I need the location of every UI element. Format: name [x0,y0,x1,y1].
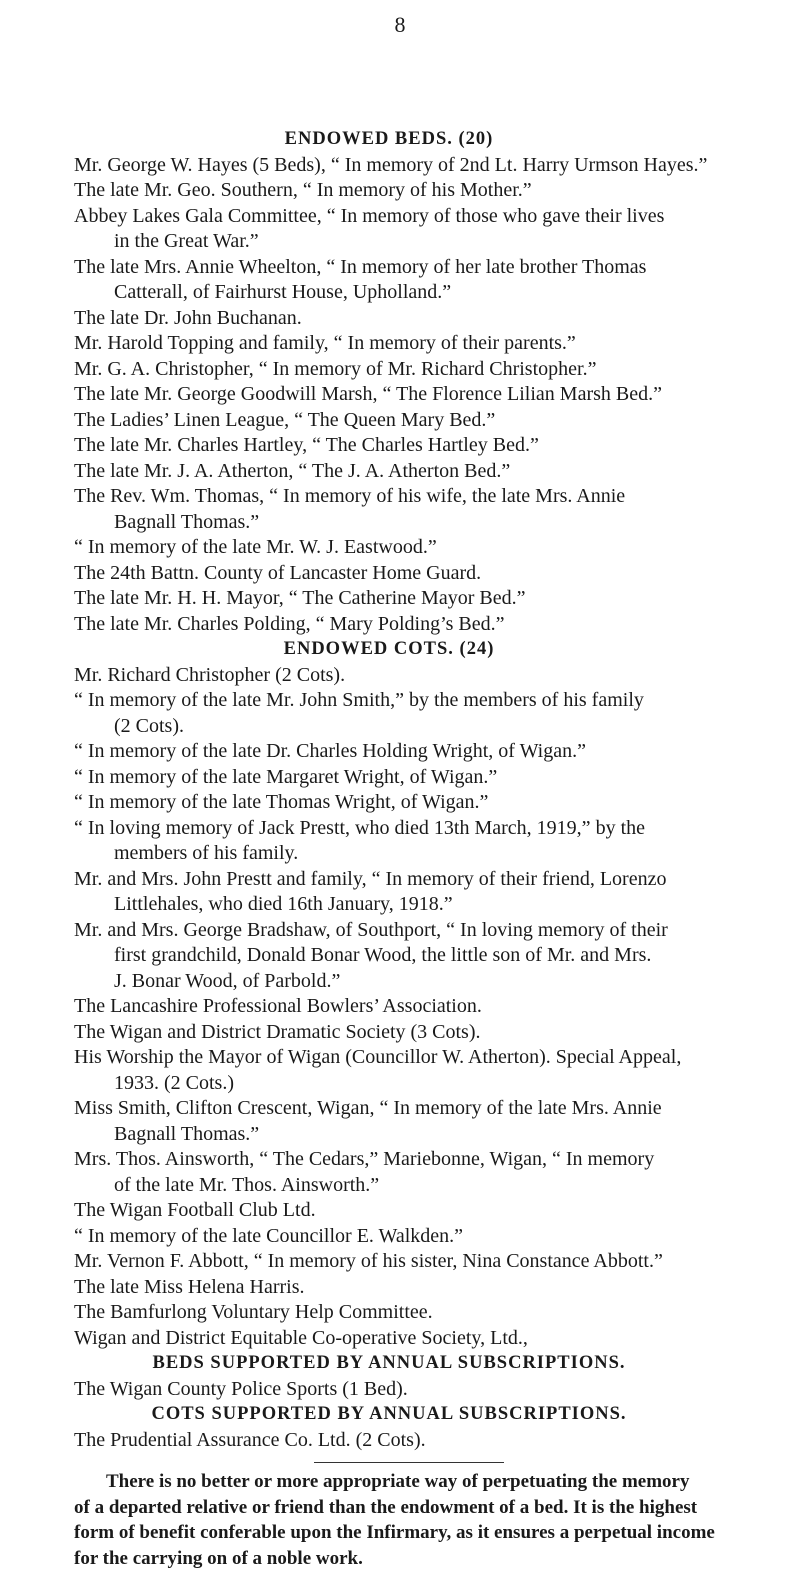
entry-line: The late Mrs. Annie Wheelton, “ In memory of her late brother Thomas [74,255,734,281]
entry-line: 1933. (2 Cots.) [74,1071,734,1097]
section-heading: COTS SUPPORTED BY ANNUAL SUBSCRIPTIONS. [44,1402,734,1428]
entry-line: Bagnall Thomas.” [74,1122,734,1148]
entry-line: Wigan and District Equitable Co-operative Society, Ltd., [74,1326,734,1352]
entry-line: The late Mr. George Goodwill Marsh, “ The Florence Lilian Marsh Bed.” [74,382,734,408]
entry-line: (2 Cots). [74,714,734,740]
entry-line: The late Mr. H. H. Mayor, “ The Catherine Mayor Bed.” [74,586,734,612]
appeal-note-line: There is no better or more appropriate way of perpetuating the memory [74,1469,734,1495]
entry-line: The late Miss Helena Harris. [74,1275,734,1301]
entry-line: “ In memory of the late Mr. W. J. Eastwood.” [74,535,734,561]
entry-line: of the late Mr. Thos. Ainsworth.” [74,1173,734,1199]
page-number: 8 [0,12,800,38]
entry-line: The late Mr. J. A. Atherton, “ The J. A. Atherton Bed.” [74,459,734,485]
entry-line: The Rev. Wm. Thomas, “ In memory of his wife, the late Mrs. Annie [74,484,734,510]
entry-line: “ In memory of the late Councillor E. Walkden.” [74,1224,734,1250]
entry-line: Mr. and Mrs. John Prestt and family, “ In memory of their friend, Lorenzo [74,867,734,893]
entry-line: Catterall, of Fairhurst House, Upholland.” [74,280,734,306]
entry-line: The Bamfurlong Voluntary Help Committee. [74,1300,734,1326]
appeal-note [74,1469,734,1571]
entry-line: The Lancashire Professional Bowlers’ Association. [74,994,734,1020]
entry-line: J. Bonar Wood, of Parbold.” [74,969,734,995]
entry-line: The late Mr. Charles Hartley, “ The Charles Hartley Bed.” [74,433,734,459]
entry-line: The 24th Battn. County of Lancaster Home Guard. [74,561,734,587]
divider-rule [314,1462,504,1463]
entry-line: Mr. and Mrs. George Bradshaw, of Southport, “ In loving memory of their [74,918,734,944]
entry-line: Mrs. Thos. Ainsworth, “ The Cedars,” Mariebonne, Wigan, “ In memory [74,1147,734,1173]
page-content [74,127,734,1571]
entry-line: Littlehales, who died 16th January, 1918.” [74,892,734,918]
entry-line: members of his family. [74,841,734,867]
entry-line: The Wigan and District Dramatic Society (3 Cots). [74,1020,734,1046]
entry-line: Abbey Lakes Gala Committee, “ In memory of those who gave their lives [74,204,734,230]
section-heading: ENDOWED COTS. (24) [44,637,734,663]
entry-line: Bagnall Thomas.” [74,510,734,536]
entry-line: Mr. Harold Topping and family, “ In memory of their parents.” [74,331,734,357]
entry-line: “ In memory of the late Margaret Wright, of Wigan.” [74,765,734,791]
entry-line: “ In memory of the late Dr. Charles Holding Wright, of Wigan.” [74,739,734,765]
entry-line: Mr. Vernon F. Abbott, “ In memory of his sister, Nina Constance Abbott.” [74,1249,734,1275]
entry-line: The late Mr. Geo. Southern, “ In memory of his Mother.” [74,178,734,204]
entry-line: Mr. G. A. Christopher, “ In memory of Mr. Richard Christopher.” [74,357,734,383]
entry-line: “ In loving memory of Jack Prestt, who died 13th March, 1919,” by the [74,816,734,842]
entry-line: The late Dr. John Buchanan. [74,306,734,332]
entry-line: Miss Smith, Clifton Crescent, Wigan, “ In memory of the late Mrs. Annie [74,1096,734,1122]
entry-line: The Wigan Football Club Ltd. [74,1198,734,1224]
appeal-note-line: form of benefit conferable upon the Infirmary, as it ensures a perpetual income [74,1520,734,1546]
entry-line: The late Mr. Charles Polding, “ Mary Polding’s Bed.” [74,612,734,638]
appeal-note-line: of a departed relative or friend than the endowment of a bed. It is the highest [74,1495,734,1521]
section-heading: ENDOWED BEDS. (20) [44,127,734,153]
entry-line: The Ladies’ Linen League, “ The Queen Mary Bed.” [74,408,734,434]
entry-line: “ In memory of the late Mr. John Smith,” by the members of his family [74,688,734,714]
appeal-note-line: for the carrying on of a noble work. [74,1546,734,1571]
entry-line: “ In memory of the late Thomas Wright, of Wigan.” [74,790,734,816]
entry-line: in the Great War.” [74,229,734,255]
entry-line: His Worship the Mayor of Wigan (Councillor W. Atherton). Special Appeal, [74,1045,734,1071]
entry-line: first grandchild, Donald Bonar Wood, the little son of Mr. and Mrs. [74,943,734,969]
entry-line: The Wigan County Police Sports (1 Bed). [74,1377,734,1403]
entry-line: Mr. Richard Christopher (2 Cots). [74,663,734,689]
section-heading: BEDS SUPPORTED BY ANNUAL SUBSCRIPTIONS. [44,1351,734,1377]
entry-line: Mr. George W. Hayes (5 Beds), “ In memory of 2nd Lt. Harry Urmson Hayes.” [74,153,734,179]
entry-line: The Prudential Assurance Co. Ltd. (2 Cots). [74,1428,734,1454]
